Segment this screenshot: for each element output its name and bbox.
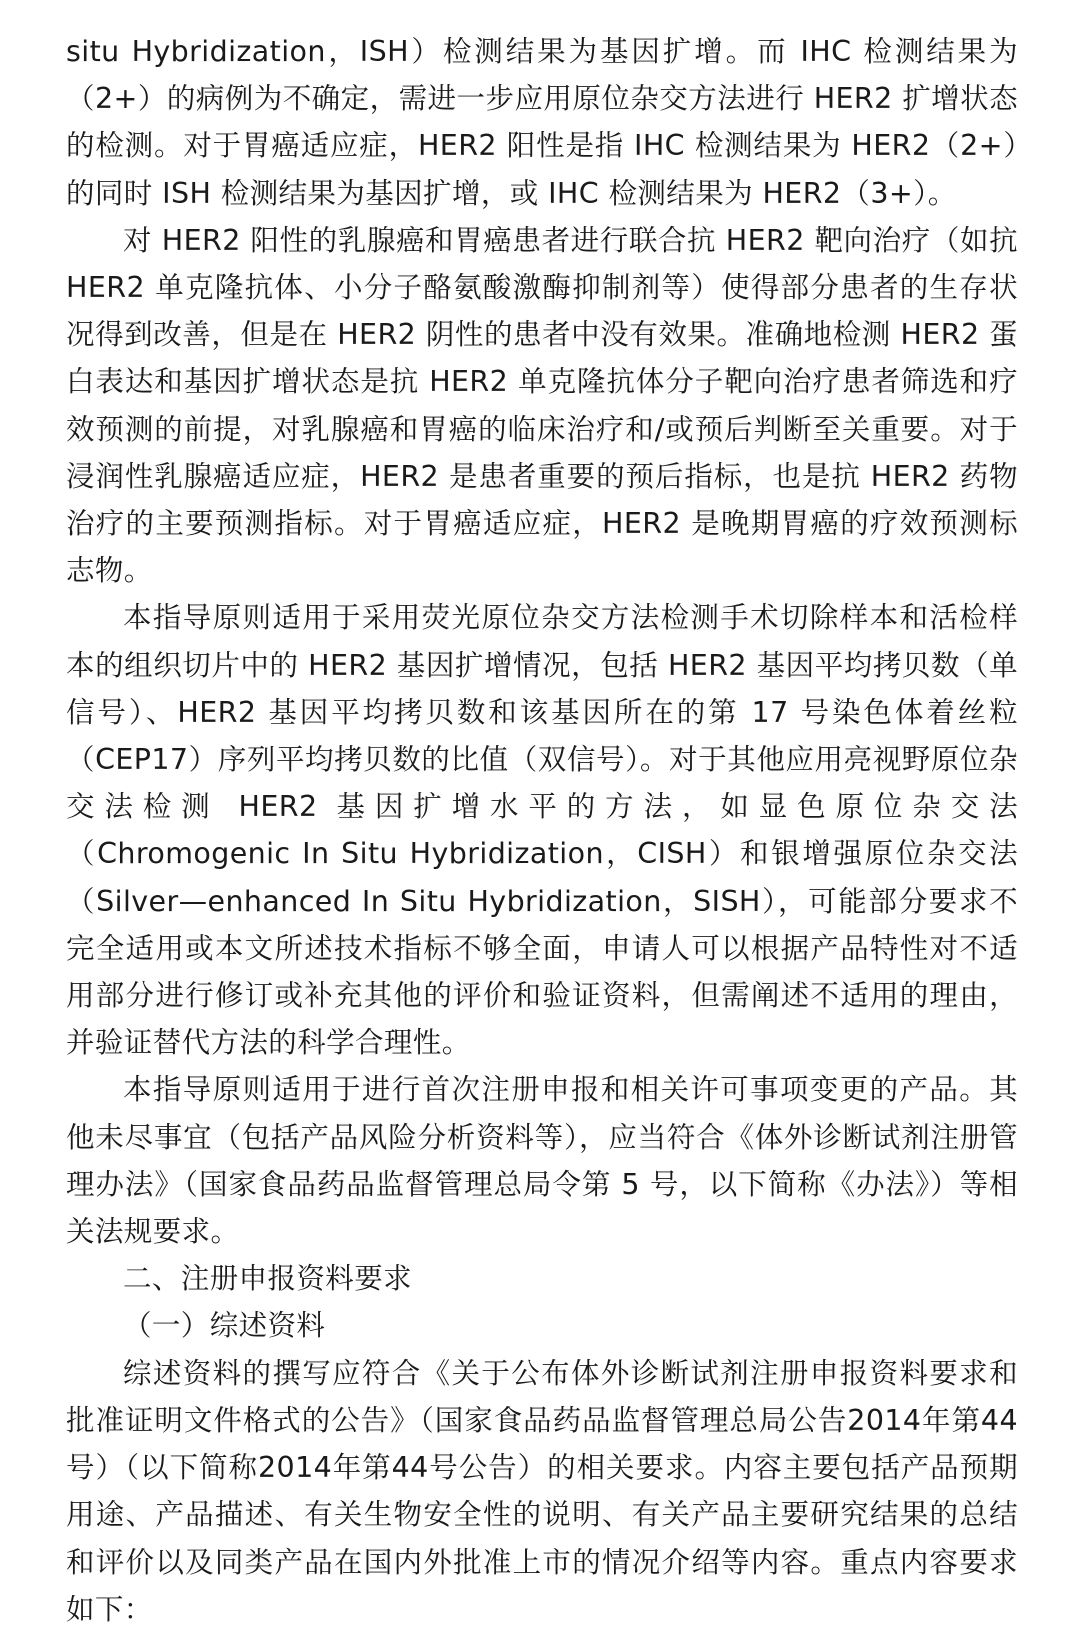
paragraph-ish-amplification: situ Hybridization，ISH）检测结果为基因扩增。而 IHC 检测结果为（2+）的病例为不确定，需进一步应用原位杂交方法进行 HER2 扩增状态的检测。对于胃癌适应症，HER2 阳性是指 IHC 检测结果为 HER2（2+）的同时 ISH 检测结果为基因扩增，或 IHC 检测结果为 HER2（3+）。 bbox=[66, 35, 1018, 210]
paragraph-scope-registration: 本指导原则适用于进行首次注册申报和相关许可事项变更的产品。其他未尽事宜（包括产品风险分析资料等），应当符合《体外诊断试剂注册管理办法》（国家食品药品监督管理总局令第 5 号，以下简称《办法》）等相关法规要求。 bbox=[66, 1073, 1018, 1249]
paragraph-scope-fish: 本指导原则适用于采用荧光原位杂交方法检测手术切除样本和活检样本的组织切片中的 HER2 基因扩增情况，包括 HER2 基因平均拷贝数（单信号）、HER2 基因平均拷贝数和该基因所在的第 17 号染色体着丝粒（CEP17）序列平均拷贝数的比值（双信号）。对于其他应用亮视野原位杂交法检测 HER2 基因扩增水平的方法，如显色原位杂交法（Chromogenic In Situ Hybridization，CISH）和银增强原位杂交法（Silver—enhanced In Situ Hybridization，SISH），可能部分要求不完全适用或本文所述技术指标不够全面，申请人可以根据产品特性对不适用部分进行修订或补充其他的评价和验证资料，但需阐述不适用的理由，并验证替代方法的科学合理性。 bbox=[66, 601, 1018, 1060]
document-page bbox=[66, 28, 1018, 1633]
section-heading: 二、注册申报资料要求 bbox=[123, 1262, 413, 1296]
paragraph-her2-targeted-therapy: 对 HER2 阳性的乳腺癌和胃癌患者进行联合抗 HER2 靶向治疗（如抗 HER2 单克隆抗体、小分子酪氨酸激酶抑制剂等）使得部分患者的生存状况得到改善，但是在 HER2 阴性的患者中没有效果。准确地检测 HER2 蛋白表达和基因扩增状态是抗 HER2 单克隆抗体分子靶向治疗患者筛选和疗效预测的前提，对乳腺癌和胃癌的临床治疗和/或预后判断至关重要。对于浸润性乳腺癌适应症，HER2 是患者重要的预后指标，也是抗 HER2 药物治疗的主要预测指标。对于胃癌适应症，HER2 是晚期胃癌的疗效预测标志物。 bbox=[66, 223, 1018, 588]
paragraph-summary-requirements: 综述资料的撰写应符合《关于公布体外诊断试剂注册申报资料要求和批准证明文件格式的公告》（国家食品药品监督管理总局公告2014年第44号）（以下简称2014年第44号公告）的相关要求。内容主要包括产品预期用途、产品描述、有关生物安全性的说明、有关产品主要研究结果的总结和评价以及同类产品在国内外批准上市的情况介绍等内容。重点内容要求如下： bbox=[66, 1356, 1018, 1626]
subsection-heading: （一）综述资料 bbox=[123, 1309, 326, 1343]
